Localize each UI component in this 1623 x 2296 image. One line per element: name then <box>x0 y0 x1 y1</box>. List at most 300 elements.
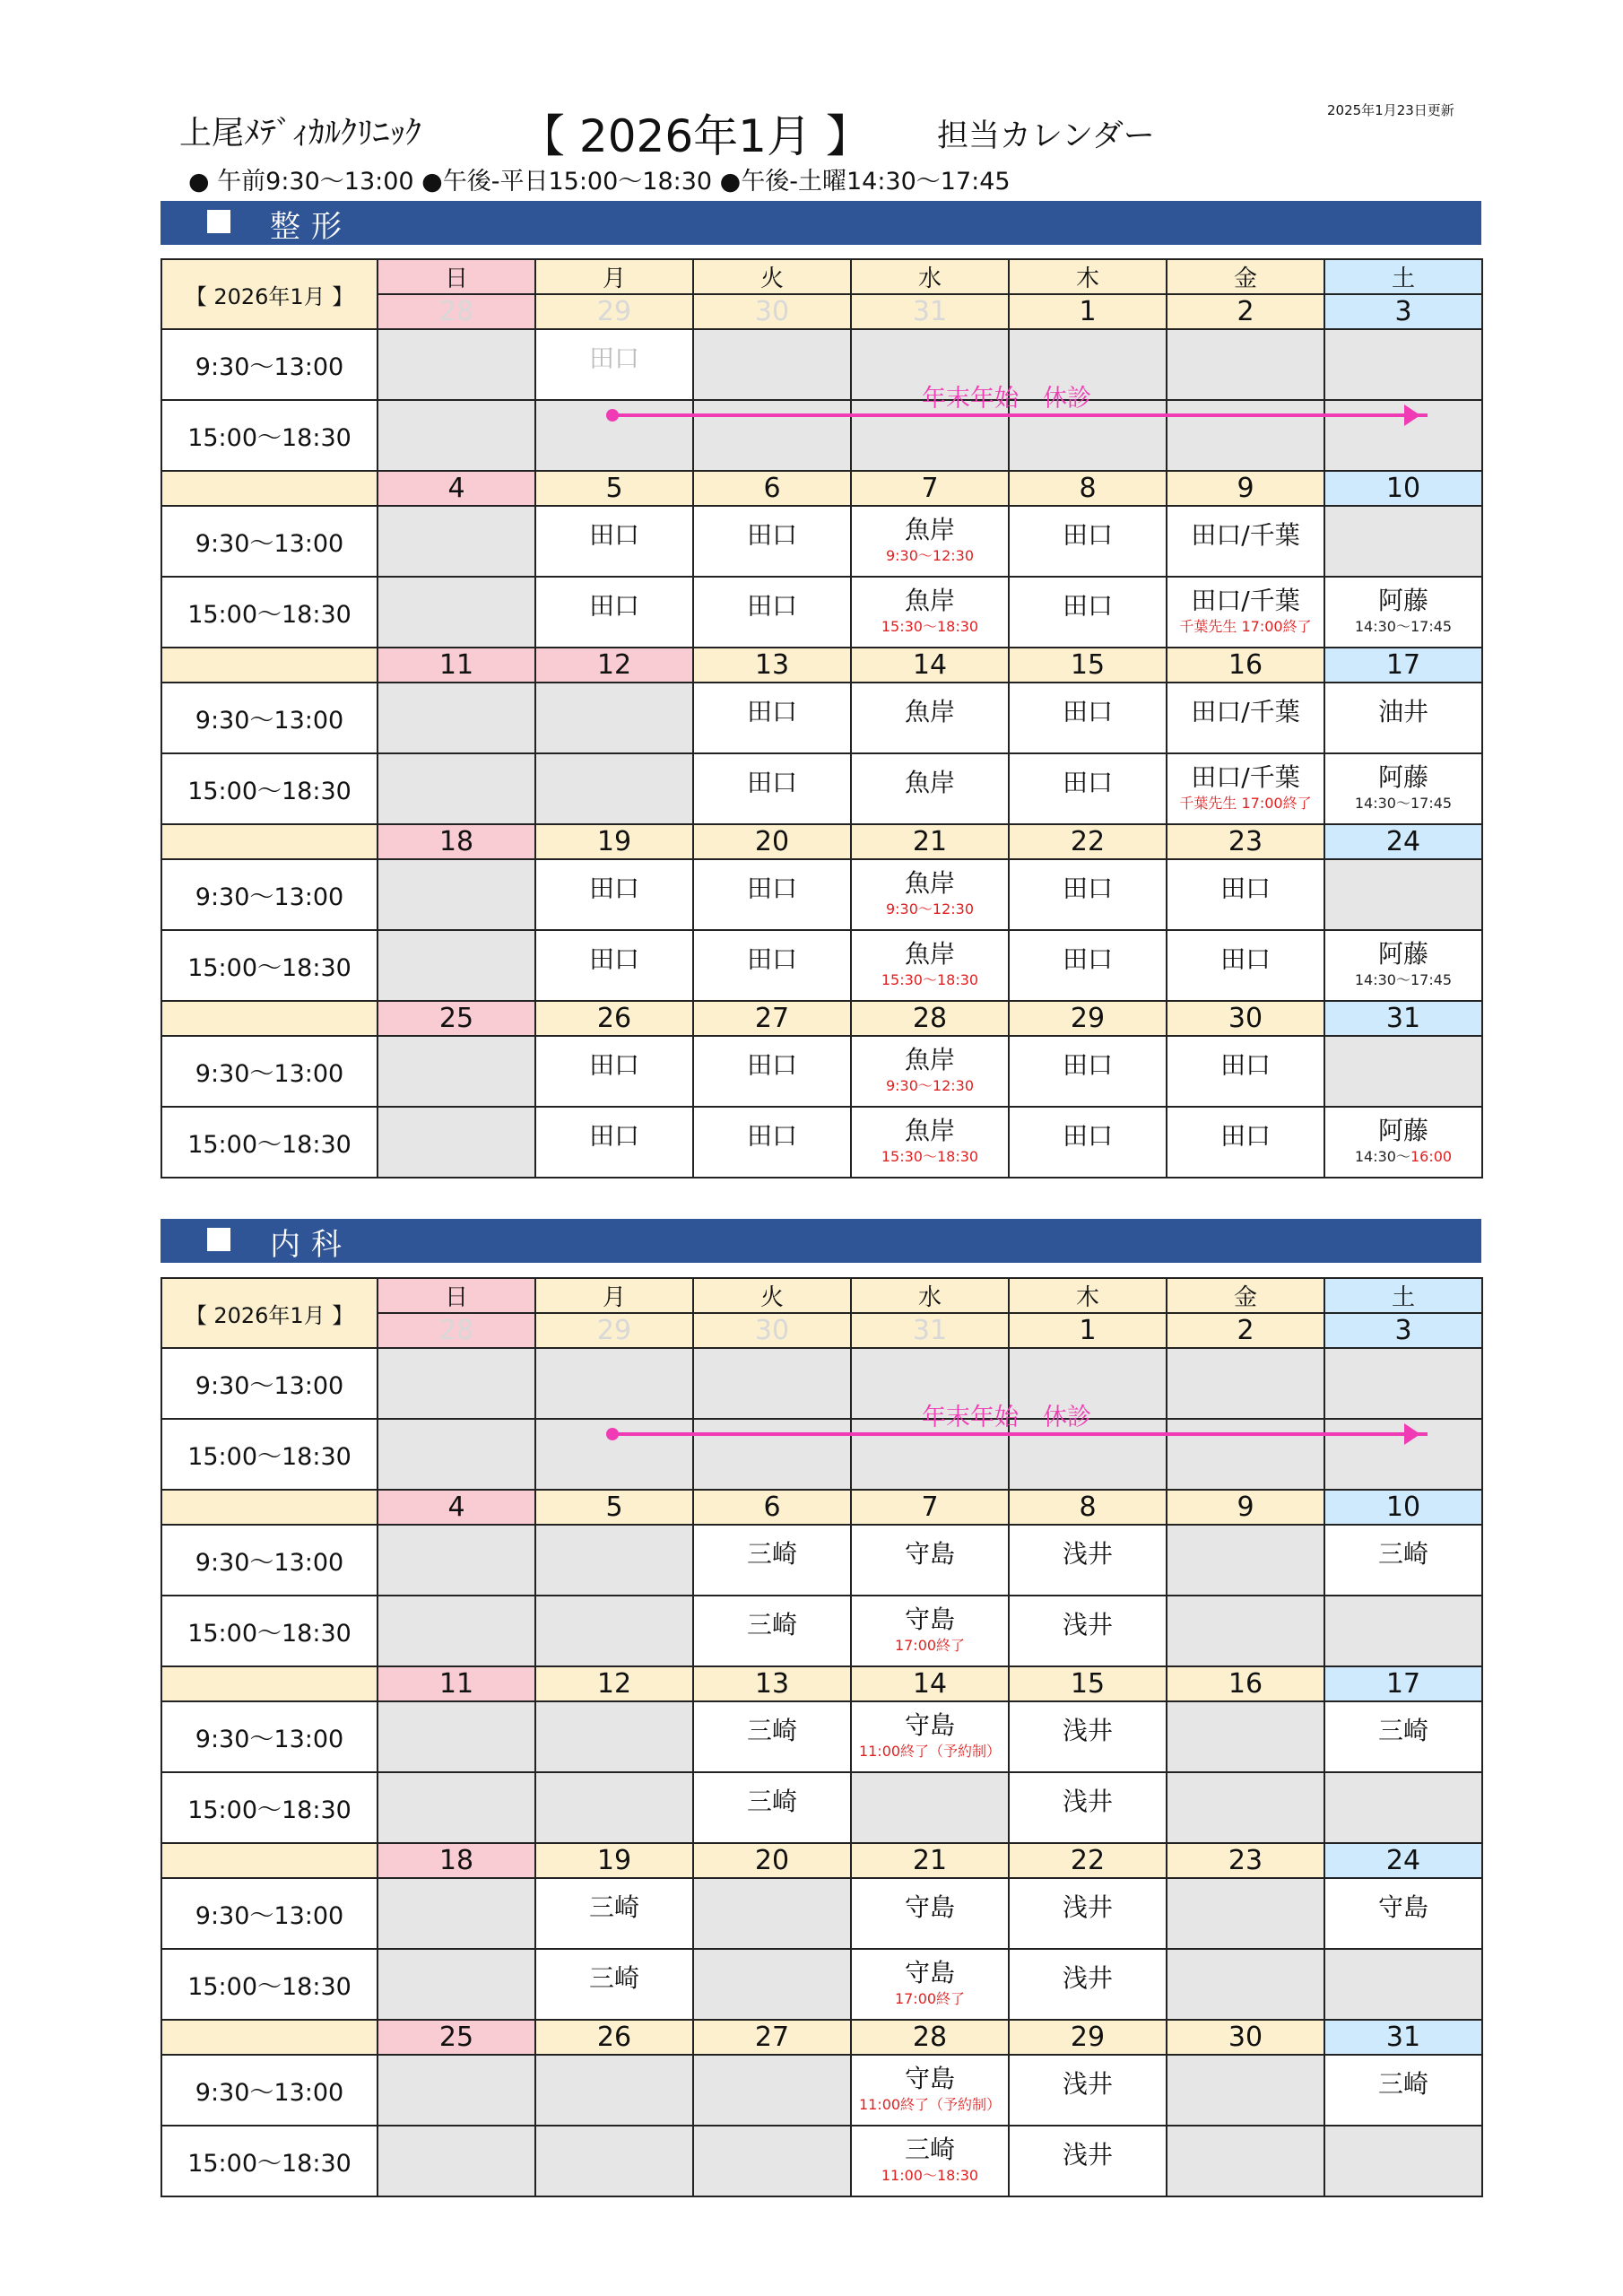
date-cell: 12 <box>535 648 693 683</box>
date-cell: 30 <box>693 294 851 329</box>
schedule-cell <box>693 400 851 471</box>
date-cell: 22 <box>1009 824 1167 859</box>
schedule-cell <box>1167 859 1324 930</box>
slot-row <box>161 1949 1482 2020</box>
schedule-cell <box>851 1525 1009 1596</box>
schedule-cell <box>1009 1596 1167 1666</box>
calendar-label: 担当カレンダー <box>937 118 1155 154</box>
time-label: 15:00～18:30 <box>161 930 378 1001</box>
schedule-cell <box>1167 1949 1324 2020</box>
doctor-name: 田口 <box>1219 944 1271 974</box>
schedule-cell <box>851 2126 1009 2196</box>
schedule-cell <box>1009 683 1167 753</box>
doctor-name: 三崎 <box>588 1962 639 1993</box>
doctor-name: 田口 <box>746 590 797 621</box>
slot-row <box>161 1878 1482 1949</box>
time-label: 9:30～13:00 <box>161 329 378 400</box>
schedule-cell <box>851 577 1009 648</box>
schedule-cell <box>1324 1036 1482 1107</box>
date-row-blank <box>161 1843 378 1878</box>
date-cell: 25 <box>378 1001 535 1036</box>
schedule-note <box>1325 1149 1481 1165</box>
date-cell: 4 <box>378 1490 535 1525</box>
doctor-name: 田口/千葉 <box>1191 519 1300 550</box>
schedule-cell <box>851 1949 1009 2020</box>
doctor-name: 守島 <box>1377 1892 1428 1922</box>
schedule-cell <box>378 1419 535 1490</box>
consultation-hours: ● 午前9:30～13:00 ●午後-平日15:00～18:30 ●午後-土曜14:30～17:45 <box>188 168 1011 196</box>
day-of-week: 水 <box>851 259 1009 294</box>
doctor-name: 三崎 <box>904 2134 955 2164</box>
schedule-cell <box>378 2126 535 2196</box>
schedule-cell <box>1009 1107 1167 1178</box>
date-row <box>161 2020 1482 2055</box>
time-label: 9:30～13:00 <box>161 506 378 577</box>
schedule-cell <box>535 1348 693 1419</box>
schedule-cell <box>1324 1348 1482 1419</box>
date-cell: 19 <box>535 1843 693 1878</box>
schedule-cell <box>1009 1701 1167 1772</box>
slot-row <box>161 2055 1482 2126</box>
date-cell: 3 <box>1324 1313 1482 1348</box>
day-of-week: 火 <box>693 259 851 294</box>
clinic-name: 上尾ﾒﾃﾞｨｶﾙｸﾘﾆｯｸ <box>179 115 422 152</box>
schedule-cell <box>1009 753 1167 824</box>
schedule-cell <box>693 859 851 930</box>
doctor-name: 浅井 <box>1062 1538 1113 1569</box>
doctor-name: 田口 <box>588 343 639 373</box>
date-cell: 11 <box>378 1666 535 1701</box>
schedule-cell <box>378 2055 535 2126</box>
time-label: 15:00～18:30 <box>161 1772 378 1843</box>
schedule-cell <box>693 1701 851 1772</box>
schedule-cell <box>1324 2055 1482 2126</box>
doctor-name: 守島 <box>904 1709 955 1740</box>
doctor-name: 田口 <box>746 944 797 974</box>
doctor-name: 守島 <box>904 1604 955 1634</box>
date-cell: 31 <box>1324 2020 1482 2055</box>
time-label: 9:30～13:00 <box>161 1878 378 1949</box>
doctor-name: 浅井 <box>1062 2139 1113 2170</box>
date-cell: 24 <box>1324 1843 1482 1878</box>
day-of-week: 金 <box>1167 1278 1324 1313</box>
holiday-label: 年末年始 休診 <box>922 385 1091 413</box>
date-cell: 16 <box>1167 648 1324 683</box>
doctor-name: 田口 <box>588 944 639 974</box>
schedule-cell <box>1009 1772 1167 1843</box>
schedule-cell <box>535 329 693 400</box>
schedule-cell <box>1167 753 1324 824</box>
schedule-cell <box>535 2055 693 2126</box>
doctor-name: 田口 <box>588 519 639 550</box>
day-of-week: 火 <box>693 1278 851 1313</box>
schedule-cell <box>1324 1772 1482 1843</box>
date-cell: 8 <box>1009 1490 1167 1525</box>
date-cell: 23 <box>1167 824 1324 859</box>
schedule-cell <box>851 859 1009 930</box>
date-cell: 28 <box>851 2020 1009 2055</box>
schedule-cell <box>851 753 1009 824</box>
time-label: 9:30～13:00 <box>161 2055 378 2126</box>
date-cell: 21 <box>851 824 1009 859</box>
date-cell: 21 <box>851 1843 1009 1878</box>
date-cell: 25 <box>378 2020 535 2055</box>
schedule-cell <box>851 1772 1009 1843</box>
date-cell: 28 <box>851 1001 1009 1036</box>
date-cell: 5 <box>535 471 693 506</box>
date-row <box>161 1843 1482 1878</box>
schedule-cell <box>693 1419 851 1490</box>
time-label: 15:00～18:30 <box>161 1419 378 1490</box>
date-row <box>161 648 1482 683</box>
schedule-cell <box>1167 400 1324 471</box>
schedule-note: 千葉先生 17:00終了 <box>1179 794 1312 812</box>
doctor-name: 魚岸 <box>904 867 955 898</box>
schedule-cell <box>1324 930 1482 1001</box>
date-row <box>161 1666 1482 1701</box>
schedule-cell <box>1167 506 1324 577</box>
schedule-cell <box>535 2126 693 2196</box>
date-row-blank <box>161 648 378 683</box>
schedule-table-internal-medicine <box>161 1277 1483 2197</box>
date-cell: 30 <box>1167 2020 1324 2055</box>
date-row-blank <box>161 824 378 859</box>
dow-row <box>161 259 1482 294</box>
doctor-name: 魚岸 <box>904 1115 955 1145</box>
slot-row <box>161 1348 1482 1419</box>
schedule-cell <box>535 859 693 930</box>
schedule-cell <box>1167 329 1324 400</box>
time-label: 15:00～18:30 <box>161 1107 378 1178</box>
section-bar-internal-medicine <box>161 1219 1481 1263</box>
slot-row <box>161 1596 1482 1666</box>
schedule-cell <box>1324 1949 1482 2020</box>
slot-row <box>161 329 1482 400</box>
slot-row <box>161 400 1482 471</box>
schedule-cell <box>535 577 693 648</box>
updated-date: 2025年1月23日更新 <box>1327 102 1454 118</box>
square-bullet-icon <box>207 210 230 233</box>
doctor-name: 三崎 <box>1377 1538 1428 1569</box>
schedule-cell <box>693 1949 851 2020</box>
schedule-cell <box>1324 329 1482 400</box>
schedule-cell <box>1009 859 1167 930</box>
date-row-blank <box>161 1666 378 1701</box>
date-cell: 18 <box>378 824 535 859</box>
schedule-cell <box>1324 753 1482 824</box>
schedule-cell <box>851 506 1009 577</box>
date-cell: 11 <box>378 648 535 683</box>
date-cell: 20 <box>693 824 851 859</box>
schedule-cell <box>378 859 535 930</box>
doctor-name: 三崎 <box>746 1538 797 1569</box>
doctor-name: 守島 <box>904 2063 955 2093</box>
schedule-note: 9:30～12:30 <box>885 900 975 918</box>
schedule-cell <box>851 683 1009 753</box>
slot-row <box>161 1772 1482 1843</box>
dow-row <box>161 1278 1482 1313</box>
schedule-cell <box>378 930 535 1001</box>
doctor-name: 浅井 <box>1062 2068 1113 2099</box>
schedule-cell <box>1167 1107 1324 1178</box>
schedule-cell <box>693 1107 851 1178</box>
schedule-cell <box>1167 2126 1324 2196</box>
schedule-cell <box>851 2055 1009 2126</box>
schedule-cell <box>535 1107 693 1178</box>
schedule-cell <box>1009 1878 1167 1949</box>
schedule-cell <box>378 1596 535 1666</box>
doctor-name: 田口 <box>1062 590 1113 621</box>
schedule-cell <box>693 753 851 824</box>
time-label: 9:30～13:00 <box>161 1701 378 1772</box>
doctor-name: 魚岸 <box>904 1044 955 1074</box>
day-of-week: 日 <box>378 259 535 294</box>
schedule-cell <box>1167 1419 1324 1490</box>
doctor-name: 守島 <box>904 1538 955 1569</box>
day-of-week: 月 <box>535 1278 693 1313</box>
schedule-cell <box>378 753 535 824</box>
day-of-week: 土 <box>1324 259 1482 294</box>
schedule-cell <box>1324 1701 1482 1772</box>
doctor-name: 阿藤 <box>1377 1115 1428 1145</box>
schedule-note: 11:00終了（予約制） <box>858 1742 1002 1760</box>
date-cell: 29 <box>1009 2020 1167 2055</box>
doctor-name: 田口 <box>1062 696 1113 726</box>
date-cell: 26 <box>535 2020 693 2055</box>
schedule-cell <box>535 506 693 577</box>
schedule-cell <box>1167 1036 1324 1107</box>
schedule-cell <box>693 1525 851 1596</box>
date-cell: 4 <box>378 471 535 506</box>
doctor-name: 田口 <box>588 873 639 903</box>
date-cell: 8 <box>1009 471 1167 506</box>
schedule-cell <box>1324 1596 1482 1666</box>
schedule-note: 14:30～17:45 <box>1354 617 1453 635</box>
day-of-week: 水 <box>851 1278 1009 1313</box>
schedule-cell <box>1324 859 1482 930</box>
doctor-name: 田口 <box>1219 1049 1271 1080</box>
schedule-cell <box>378 1036 535 1107</box>
day-of-week: 日 <box>378 1278 535 1313</box>
date-cell: 30 <box>1167 1001 1324 1036</box>
doctor-name: 浅井 <box>1062 1892 1113 1922</box>
date-cell: 24 <box>1324 824 1482 859</box>
date-cell: 9 <box>1167 471 1324 506</box>
schedule-note: 15:30～18:30 <box>881 617 979 635</box>
slot-row <box>161 1525 1482 1596</box>
date-cell: 28 <box>378 1313 535 1348</box>
doctor-name: 魚岸 <box>904 767 955 797</box>
schedule-cell <box>1167 2055 1324 2126</box>
doctor-name: 田口 <box>588 1120 639 1151</box>
date-row-blank <box>161 1490 378 1525</box>
slot-row <box>161 506 1482 577</box>
date-cell: 2 <box>1167 294 1324 329</box>
doctor-name: 三崎 <box>1377 2068 1428 2099</box>
date-cell: 12 <box>535 1666 693 1701</box>
time-label: 9:30～13:00 <box>161 683 378 753</box>
day-of-week: 土 <box>1324 1278 1482 1313</box>
date-cell: 19 <box>535 824 693 859</box>
date-cell: 17 <box>1324 648 1482 683</box>
date-cell: 26 <box>535 1001 693 1036</box>
schedule-cell <box>693 930 851 1001</box>
date-cell: 16 <box>1167 1666 1324 1701</box>
schedule-cell <box>851 1701 1009 1772</box>
month-corner-label: 【 2026年1月 】 <box>161 259 378 329</box>
slot-row <box>161 1107 1482 1178</box>
slot-row <box>161 930 1482 1001</box>
time-label: 15:00～18:30 <box>161 577 378 648</box>
month-title: 【 2026年1月 】 <box>520 110 871 162</box>
schedule-cell <box>693 683 851 753</box>
schedule-cell <box>693 506 851 577</box>
schedule-cell <box>1324 577 1482 648</box>
schedule-cell <box>851 1878 1009 1949</box>
section-title: 内科 <box>270 1227 352 1263</box>
schedule-cell <box>1324 683 1482 753</box>
slot-row <box>161 753 1482 824</box>
date-cell: 5 <box>535 1490 693 1525</box>
holiday-range-line <box>612 413 1428 417</box>
doctor-name: 三崎 <box>746 1786 797 1816</box>
date-cell: 14 <box>851 648 1009 683</box>
schedule-cell <box>1009 2126 1167 2196</box>
time-label: 9:30～13:00 <box>161 1036 378 1107</box>
date-row <box>161 1490 1482 1525</box>
schedule-cell <box>1009 506 1167 577</box>
schedule-cell <box>693 2055 851 2126</box>
date-cell: 28 <box>378 294 535 329</box>
slot-row <box>161 1419 1482 1490</box>
time-label: 9:30～13:00 <box>161 1525 378 1596</box>
schedule-cell <box>693 577 851 648</box>
date-cell: 10 <box>1324 1490 1482 1525</box>
schedule-table-orthopedics <box>161 258 1483 1178</box>
schedule-cell <box>1324 1525 1482 1596</box>
date-cell: 31 <box>1324 1001 1482 1036</box>
schedule-cell <box>1324 400 1482 471</box>
doctor-name: 田口 <box>1062 1120 1113 1151</box>
schedule-cell <box>693 1596 851 1666</box>
date-cell: 29 <box>1009 1001 1167 1036</box>
square-bullet-icon <box>207 1228 230 1251</box>
schedule-cell <box>693 2126 851 2196</box>
schedule-cell <box>693 329 851 400</box>
date-cell: 1 <box>1009 294 1167 329</box>
schedule-cell <box>1167 1878 1324 1949</box>
date-row-blank <box>161 471 378 506</box>
schedule-cell <box>535 1878 693 1949</box>
schedule-cell <box>378 329 535 400</box>
schedule-cell <box>378 1701 535 1772</box>
doctor-name: 田口 <box>746 1049 797 1080</box>
schedule-note: 15:30～18:30 <box>881 970 979 988</box>
schedule-cell <box>535 1596 693 1666</box>
schedule-cell <box>378 400 535 471</box>
schedule-note: 千葉先生 17:00終了 <box>1179 617 1312 635</box>
day-of-week: 月 <box>535 259 693 294</box>
schedule-note: 11:00～18:30 <box>881 2166 979 2184</box>
doctor-name: 浅井 <box>1062 1715 1113 1745</box>
schedule-cell <box>851 930 1009 1001</box>
doctor-name: 田口 <box>1062 1049 1113 1080</box>
doctor-name: 田口 <box>1062 519 1113 550</box>
schedule-cell <box>535 1772 693 1843</box>
date-cell: 15 <box>1009 1666 1167 1701</box>
schedule-cell <box>1167 577 1324 648</box>
doctor-name: 阿藤 <box>1377 761 1428 792</box>
date-row <box>161 824 1482 859</box>
date-cell: 17 <box>1324 1666 1482 1701</box>
schedule-cell <box>378 577 535 648</box>
schedule-cell <box>378 1772 535 1843</box>
schedule-note: 9:30～12:30 <box>885 546 975 564</box>
slot-row <box>161 1036 1482 1107</box>
schedule-cell <box>1324 1107 1482 1178</box>
slot-row <box>161 2126 1482 2196</box>
doctor-name: 田口 <box>1062 767 1113 797</box>
schedule-cell <box>851 1596 1009 1666</box>
date-cell: 1 <box>1009 1313 1167 1348</box>
schedule-cell <box>535 1036 693 1107</box>
schedule-cell <box>693 1036 851 1107</box>
date-cell: 3 <box>1324 294 1482 329</box>
schedule-cell <box>1167 1525 1324 1596</box>
title-row <box>179 100 1480 162</box>
date-cell: 31 <box>851 1313 1009 1348</box>
date-cell: 18 <box>378 1843 535 1878</box>
schedule-note: 17:00終了 <box>894 1989 966 2007</box>
schedule-cell <box>1009 930 1167 1001</box>
schedule-cell <box>1009 577 1167 648</box>
doctor-name: 田口/千葉 <box>1191 761 1300 792</box>
schedule-cell <box>851 1107 1009 1178</box>
schedule-cell <box>1167 1701 1324 1772</box>
doctor-name: 田口/千葉 <box>1191 696 1300 726</box>
month-corner-label: 【 2026年1月 】 <box>161 1278 378 1348</box>
date-cell: 9 <box>1167 1490 1324 1525</box>
section-title: 整形 <box>270 209 352 245</box>
date-cell: 23 <box>1167 1843 1324 1878</box>
day-of-week: 木 <box>1009 1278 1167 1313</box>
doctor-name: 田口 <box>746 873 797 903</box>
schedule-cell <box>1324 506 1482 577</box>
date-cell: 2 <box>1167 1313 1324 1348</box>
doctor-name: 浅井 <box>1062 1609 1113 1639</box>
schedule-cell <box>693 1348 851 1419</box>
schedule-cell <box>1009 1949 1167 2020</box>
schedule-cell <box>1167 930 1324 1001</box>
schedule-cell <box>535 930 693 1001</box>
time-label: 15:00～18:30 <box>161 400 378 471</box>
time-label: 9:30～13:00 <box>161 859 378 930</box>
slot-row <box>161 859 1482 930</box>
doctor-name: 三崎 <box>588 1892 639 1922</box>
schedule-cell <box>1167 1772 1324 1843</box>
doctor-name: 守島 <box>904 1892 955 1922</box>
schedule-cell <box>378 1949 535 2020</box>
doctor-name: 田口 <box>746 696 797 726</box>
schedule-note: 14:30～17:45 <box>1354 970 1453 988</box>
schedule-cell <box>851 1036 1009 1107</box>
doctor-name: 田口 <box>588 590 639 621</box>
schedule-cell <box>378 1878 535 1949</box>
schedule-cell <box>1324 1419 1482 1490</box>
doctor-name: 田口/千葉 <box>1191 585 1300 615</box>
schedule-cell <box>1324 1878 1482 1949</box>
date-row <box>161 1001 1482 1036</box>
